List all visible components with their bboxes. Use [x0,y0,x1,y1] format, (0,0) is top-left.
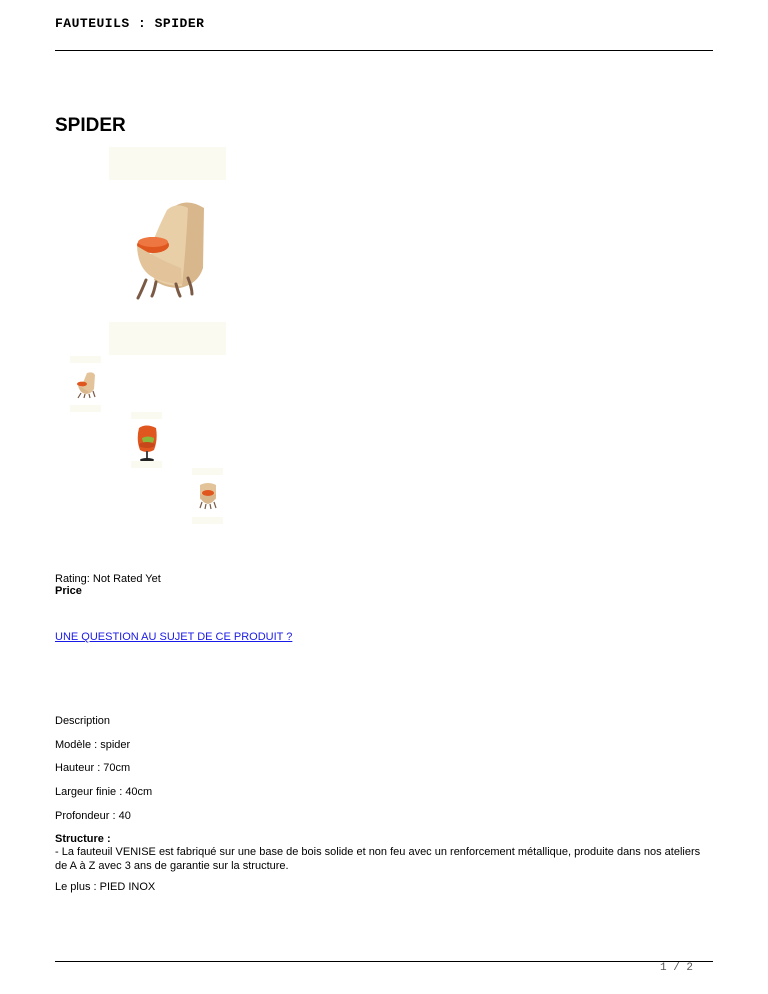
chair-thumbnail-beige-orange[interactable] [197,482,219,510]
spec-depth: Profondeur : 40 [55,810,131,822]
price-label: Price [55,585,82,597]
spec-width: Largeur finie : 40cm [55,786,153,798]
rating-text: Rating: Not Rated Yet [55,573,161,585]
chair-main-image[interactable] [128,198,212,302]
page-indicator: 1 / 2 [660,962,694,974]
product-title: SPIDER [55,115,126,136]
thumb-3-band-top [192,468,223,475]
thumb-3-band-bottom [192,517,223,524]
structure-heading: Structure : [55,833,111,845]
structure-description: - La fauteuil VENISE est fabriqué sur une base de bois solide et non feu avec un renforcement métallique, produite dans nos ateliers de A à Z avec 3 ans de garantie sur la structure. [55,846,701,872]
description-heading: Description [55,715,111,727]
chair-thumbnail-orange[interactable] [134,424,160,464]
spec-model: Modèle : spider [55,739,131,751]
thumb-1-band-bottom [70,405,101,412]
document-header-title: FAUTEUILS : SPIDER [55,16,205,31]
spec-height: Hauteur : 70cm [55,762,131,774]
main-image-bottom-band [109,322,226,355]
footer-divider [55,961,713,962]
product-question-link[interactable]: UNE QUESTION AU SUJET DE CE PRODUIT ? [55,631,293,643]
thumb-2-band-bottom [131,461,162,468]
spec-plus: Le plus : PIED INOX [55,881,156,893]
chair-thumbnail-beige[interactable] [75,371,97,399]
thumb-2-band-top [131,412,162,419]
header-divider [55,50,713,51]
main-image-top-band [109,147,226,180]
thumb-1-band-top [70,356,101,363]
